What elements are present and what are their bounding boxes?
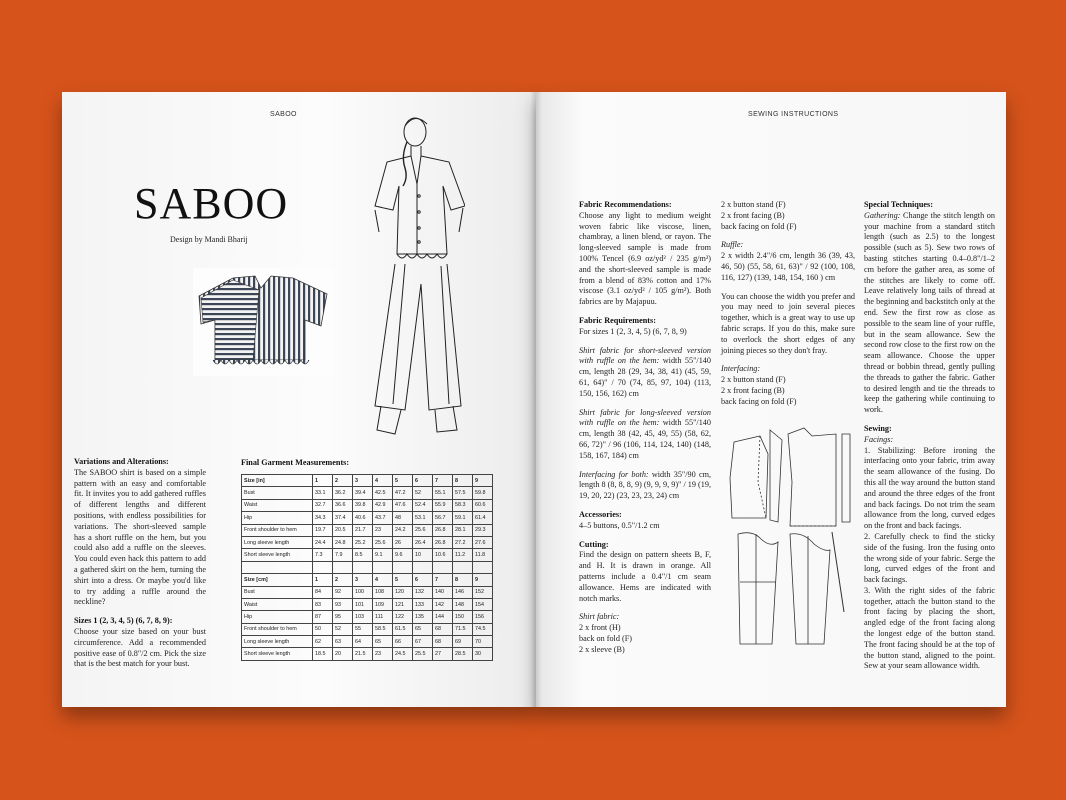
table-cell: 66 [393, 636, 413, 648]
table-cell: 55.9 [433, 499, 453, 511]
short-sleeve-requirement: Shirt fabric for short-sleeved version with ruffle on the hem: width 55"/140 cm, length 28 (29, 34, 38, 41) (45, 59, 61, 64)" / 70 (74, 85, 97, 104) (113, 150, 156, 162) cm [579, 345, 711, 398]
table-cell: 2 [333, 574, 353, 586]
table-row [242, 623, 493, 635]
table-cell: 101 [353, 598, 373, 610]
table-cell: 50 [313, 623, 333, 635]
model-line-drawing [345, 114, 465, 446]
table-cell: 103 [353, 611, 373, 623]
table-cell: 152 [473, 586, 493, 598]
table-cell: 67 [413, 636, 433, 648]
table-cell: Front shoulder to hem [242, 623, 313, 635]
table-cell: 63 [333, 636, 353, 648]
table-cell: 9.6 [393, 549, 413, 561]
sizes-text: Choose your size based on your bust circumference. Add a recommended positive ease of 0.8"/2 cm. Pick the size that is the best match for your bust. [74, 626, 206, 669]
table-cell: 36.2 [333, 487, 353, 499]
table-cell: 25.6 [373, 536, 393, 548]
table-row [242, 524, 493, 536]
sewing-step-1: 1. Stabilizing: Before ironing the interfacing onto your fabric, trim away the seam allowance of the fusing. Do this all the way around the button stand and around the three edges of the front and back facings. Do not trim the seam allowance from the long, curved edges on the front and back facings. [864, 445, 995, 531]
fabric-req-text: For sizes 1 (2, 3, 4, 5) (6, 7, 8, 9) [579, 326, 687, 336]
table-cell: 28.1 [453, 524, 473, 536]
table-cell: 1 [313, 574, 333, 586]
interfacing-requirement: Interfacing for both: width 35"/90 cm, length 8 (8, 8, 8, 9) (9, 9, 9, 9)" / 19 (19, 19, 20, 22) (23, 23, 23, 24) cm [579, 469, 711, 501]
table-cell: 28.5 [453, 648, 473, 660]
right-page-header: SEWING INSTRUCTIONS [748, 111, 839, 118]
table-cell: Bust [242, 586, 313, 598]
table-cell: 65 [373, 636, 393, 648]
table-cell: 132 [413, 586, 433, 598]
pattern-title: SABOO [134, 179, 289, 228]
interfacing-label: Interfacing: [721, 364, 761, 374]
pattern-pieces-diagram [720, 422, 858, 654]
table-cell: 120 [393, 586, 413, 598]
table-row [242, 549, 493, 561]
table-row [242, 499, 493, 511]
table-cell: 26.4 [413, 536, 433, 548]
table-cell: 1 [313, 475, 333, 487]
measurements-table-in [241, 474, 493, 661]
table-cell: 64 [353, 636, 373, 648]
table-row [242, 512, 493, 524]
table-row [242, 586, 493, 598]
table-cell: 24.5 [393, 648, 413, 660]
list-item: back facing on fold (F) [721, 221, 797, 231]
table-cell: 3 [353, 475, 373, 487]
table-cell: 18.5 [313, 648, 333, 660]
table-cell: 11.2 [453, 549, 473, 561]
table-cell: 7.3 [313, 549, 333, 561]
table-cell: 42.5 [373, 487, 393, 499]
variations-section [74, 457, 206, 678]
table-title: Final Garment Measurements: [241, 458, 350, 467]
table-cell: 154 [473, 598, 493, 610]
book-spine [530, 92, 542, 707]
table-cell: 43.7 [373, 512, 393, 524]
variations-text: The SABOO shirt is based on a simple pattern with an easy and comfortable fit. It invites you to add gathered ruffles of different lengths and different positions, with endless possibilities for variations. The short-sleeved sample has a short ruffle on the hem, but you could also add a ruffle on the sleeves. You could even hack this pattern to add a gathered skirt on the hem, turning the shirt into a dress. Or maybe you'd like to try adding a ruffle around the neckline? [74, 467, 206, 607]
list-item: 2 x front facing (B) [721, 210, 785, 220]
table-cell: 56.7 [433, 512, 453, 524]
cutting-heading: Cutting: [579, 539, 609, 549]
table-cell: 71.5 [453, 623, 473, 635]
list-item: 2 x sleeve (B) [579, 644, 625, 654]
table-cell: 68 [433, 636, 453, 648]
table-cell: 3 [353, 574, 373, 586]
table-cell: Hip [242, 512, 313, 524]
table-cell: 5 [393, 475, 413, 487]
facings-label: Facings: [864, 434, 894, 444]
table-cell: 87 [313, 611, 333, 623]
table-cell: 9 [473, 574, 493, 586]
table-cell: 40.6 [353, 512, 373, 524]
table-cell: 25.6 [413, 524, 433, 536]
table-cell: 58.3 [453, 499, 473, 511]
table-cell: 6 [413, 475, 433, 487]
table-spacer-row [242, 561, 493, 573]
sewing-step-3: 3. With the right sides of the fabric together, attach the button stand to the front facing by placing the short, angled edge of the front facing along the longest edge of the button stand. The front facing should be at the top of the button stand, aligned to the point. Sew at your seam allowance width. [864, 585, 995, 671]
table-cell: 11.8 [473, 549, 493, 561]
table-cell: 57.5 [453, 487, 473, 499]
table-cell: Long sleeve length [242, 636, 313, 648]
table-cell: 19.7 [313, 524, 333, 536]
table-cell: 47.6 [393, 499, 413, 511]
table-cell: 20.5 [333, 524, 353, 536]
table-cell: 69 [453, 636, 473, 648]
table-cell: 144 [433, 611, 453, 623]
table-cell: 37.4 [333, 512, 353, 524]
table-cell: 25.5 [413, 648, 433, 660]
table-cell: 39.8 [353, 499, 373, 511]
striped-shirt-photo [193, 268, 335, 376]
table-cell: 30 [473, 648, 493, 660]
table-cell: 42.9 [373, 499, 393, 511]
table-cell: 59.8 [473, 487, 493, 499]
table-cell: 9 [473, 475, 493, 487]
table-cell: 6 [413, 574, 433, 586]
table-cell: 47.2 [393, 487, 413, 499]
table-cell: 58.5 [373, 623, 393, 635]
table-cell: 61.4 [473, 512, 493, 524]
list-item: 2 x button stand (F) [721, 200, 786, 209]
table-cell: 4 [373, 574, 393, 586]
table-cell: 109 [373, 598, 393, 610]
table-cell: Bust [242, 487, 313, 499]
table-cell: 8 [453, 574, 473, 586]
techniques-column [864, 200, 995, 672]
table-cell: 55.1 [433, 487, 453, 499]
designer-byline: Design by Mandi Bharij [170, 235, 248, 244]
table-cell: 84 [313, 586, 333, 598]
list-item: back on fold (F) [579, 633, 632, 643]
table-cell: 4 [373, 475, 393, 487]
table-cell: 146 [453, 586, 473, 598]
table-cell: 10.6 [433, 549, 453, 561]
table-cell: 24.8 [333, 536, 353, 548]
table-cell: 100 [353, 586, 373, 598]
table-cell: 32.7 [313, 499, 333, 511]
table-cell: 55 [353, 623, 373, 635]
table-cell: 26 [393, 536, 413, 548]
table-cell: 26.8 [433, 536, 453, 548]
table-header-row [242, 475, 493, 487]
accessories-heading: Accessories: [579, 509, 622, 519]
table-cell: 10 [413, 549, 433, 561]
fabric-req-heading: Fabric Requirements: [579, 315, 656, 325]
table-cell: 142 [433, 598, 453, 610]
table-cell: 140 [433, 586, 453, 598]
table-cell: Long sleeve length [242, 536, 313, 548]
table-cell: 20 [333, 648, 353, 660]
table-cell: 133 [413, 598, 433, 610]
cutting-column [721, 200, 855, 408]
ruffle-label: Ruffle: [721, 240, 744, 250]
table-cell: 121 [393, 598, 413, 610]
accessories-text: 4–5 buttons, 0.5"/1.2 cm [579, 520, 660, 530]
table-cell: 7 [433, 574, 453, 586]
table-cell: 148 [453, 598, 473, 610]
sewing-heading: Sewing: [864, 423, 892, 433]
table-cell: Short sleeve length [242, 648, 313, 660]
variations-heading: Variations and Alterations: [74, 457, 169, 466]
table-cell: 25.2 [353, 536, 373, 548]
table-cell: 61.5 [393, 623, 413, 635]
table-cell: 7.9 [333, 549, 353, 561]
table-cell: 33.1 [313, 487, 333, 499]
table-cell: 53.1 [413, 512, 433, 524]
table-row [242, 648, 493, 660]
table-cell: Waist [242, 598, 313, 610]
cutting-text: Find the design on pattern sheets B, F, and H. It is drawn in orange. All patterns include a 0.4"/1 cm seam allowance. Hems are indicated with notch marks. [579, 550, 711, 603]
special-techniques-heading: Special Techniques: [864, 200, 933, 209]
table-cell: Waist [242, 499, 313, 511]
table-cell: 34.3 [313, 512, 333, 524]
table-cell: 122 [393, 611, 413, 623]
list-item: 2 x front facing (B) [721, 385, 785, 395]
fabric-column [579, 200, 711, 655]
table-cell: 92 [333, 586, 353, 598]
piece-width-text: You can choose the width you prefer and you may need to join several pieces together, which is a great way to use up fabric scraps. If you do this, make sure to overlock the short edges of any joining pieces so they don't fray. [721, 291, 856, 355]
table-cell: 27.2 [453, 536, 473, 548]
table-cell: Size [cm] [242, 574, 313, 586]
table-cell: Hip [242, 611, 313, 623]
shirt-fabric-label: Shirt fabric: [579, 612, 620, 622]
table-cell: 21.7 [353, 524, 373, 536]
long-sleeve-requirement: Shirt fabric for long-sleeved version with ruffle on the hem: width 55"/140 cm, length 38 (42, 45, 49, 55) (58, 62, 66, 72)" / 96 (106, 114, 124, 140) (148, 158, 167, 184) cm [579, 407, 711, 460]
table-cell: 27 [433, 648, 453, 660]
table-cell: 83 [313, 598, 333, 610]
sizes-heading: Sizes 1 (2, 3, 4, 5) (6, 7, 8, 9): [74, 616, 173, 626]
table-cell: 74.5 [473, 623, 493, 635]
table-cell: 26.8 [433, 524, 453, 536]
table-cell: 111 [373, 611, 393, 623]
table-cell: 68 [433, 623, 453, 635]
table-cell: 8 [453, 475, 473, 487]
table-cell: 52.4 [413, 499, 433, 511]
table-cell: 7 [433, 475, 453, 487]
table-cell: 59.1 [453, 512, 473, 524]
table-cell: 70 [473, 636, 493, 648]
table-cell: 5 [393, 574, 413, 586]
table-cell: 36.6 [333, 499, 353, 511]
table-cell: 62 [313, 636, 333, 648]
table-cell: 24.4 [313, 536, 333, 548]
table-cell: 8.5 [353, 549, 373, 561]
table-cell: 52 [413, 487, 433, 499]
table-cell: Size [in] [242, 475, 313, 487]
table-cell: 93 [333, 598, 353, 610]
table-cell: 108 [373, 586, 393, 598]
table-row [242, 536, 493, 548]
left-page-header: SABOO [270, 111, 297, 118]
table-cell: 21.5 [353, 648, 373, 660]
fabric-rec-text: Choose any light to medium weight woven fabric like viscose, linen, chambray, a linen blend, or rayon. The long-sleeved sample is made from 100% Tencel (6.9 oz/yd² / 235 g/m²) and the short-sleeved sample is made from a blend of 83% cotton and 17% viscose (3.1 oz/yd² / 105 g/m²). Both fabrics are by Majapuu. [579, 210, 711, 307]
table-row [242, 487, 493, 499]
table-cell: 52 [333, 623, 353, 635]
table-row [242, 636, 493, 648]
table-cell: 65 [413, 623, 433, 635]
sewing-step-2: 2. Carefully check to find the sticky side of the fusing. Iron the fusing onto the wrong side of your fabric. Serge the long, curved edges of the front and back facings. [864, 531, 995, 585]
table-cell: 156 [473, 611, 493, 623]
table-cell: 29.3 [473, 524, 493, 536]
table-row [242, 611, 493, 623]
table-cell: 23 [373, 524, 393, 536]
list-item: 2 x button stand (F) [721, 375, 786, 385]
table-cell: Short sleeve length [242, 549, 313, 561]
table-cell: 95 [333, 611, 353, 623]
table-cell: 23 [373, 648, 393, 660]
table-cell: 27.6 [473, 536, 493, 548]
fabric-rec-heading: Fabric Recommendations: [579, 200, 672, 209]
table-cell: 48 [393, 512, 413, 524]
table-cell: 150 [453, 611, 473, 623]
gathering-text: Gathering: Change the stitch length on your machine from a standard stitch length (such as 2.5) to the longest possible (such as 5). Sew two rows of basting stitches starting 0.4–0.8"/1–2 cm before the gather area, as some of the stitches are likely to come off. Leave relatively long tails of thread at the beginning and backstitch only at the end. Sew the first row as close as possible to the seam line of your ruffle, but in the seam allowance. Sew the second row close to the first row on the seam allowance. Choose the upper thread or bobbin thread, gently pulling the threads to gather the fabric. Gather to desired length and tie the threads to keep the gathering while continuing to work. [864, 210, 995, 415]
table-cell: 9.1 [373, 549, 393, 561]
table-cell: 2 [333, 475, 353, 487]
table-header-row [242, 574, 493, 586]
table-cell: Front shoulder to hem [242, 524, 313, 536]
table-cell: 39.4 [353, 487, 373, 499]
table-cell: 24.2 [393, 524, 413, 536]
table-row [242, 598, 493, 610]
list-item: back facing on fold (F) [721, 396, 797, 406]
table-cell: 135 [413, 611, 433, 623]
table-cell: 60.6 [473, 499, 493, 511]
list-item: 2 x front (H) [579, 623, 621, 633]
ruffle-text: 2 x width 2.4"/6 cm, length 36 (39, 43, 46, 50) (55, 58, 61, 63)" / 92 (100, 108, 116, 127) (139, 148, 154, 160 ) cm [721, 251, 855, 282]
